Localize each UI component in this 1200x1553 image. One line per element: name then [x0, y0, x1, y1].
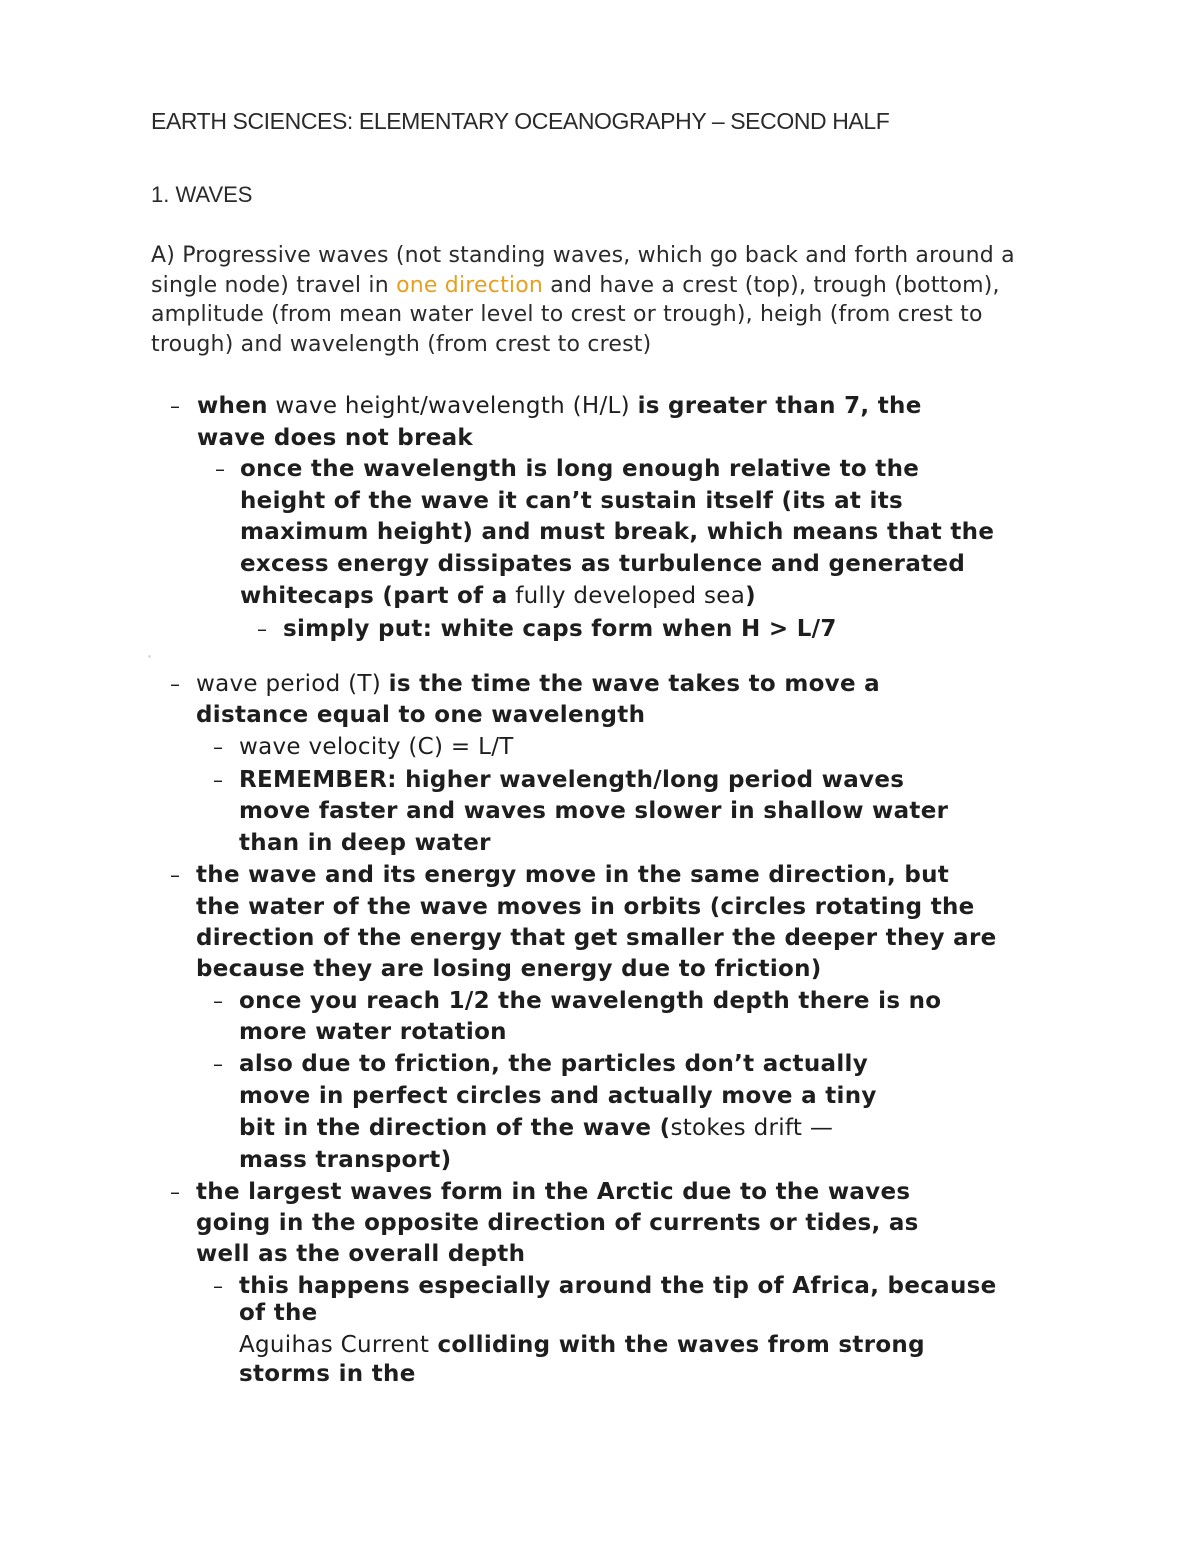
bullet-line: distance equal to one wavelength: [196, 702, 646, 728]
plain-text: Aguihas Current: [239, 1332, 430, 1358]
bullet-line: also due to friction, the particles don’t actually: [239, 1051, 868, 1077]
bullet-line: excess energy dissipates as turbulence and generated: [240, 551, 966, 577]
bullet-line: direction of the energy that get smaller the deeper they are: [196, 925, 997, 951]
bullet-dash: –: [213, 735, 223, 759]
bullet-dash: –: [257, 617, 267, 641]
bullet-line: move in perfect circles and actually move a tiny: [239, 1083, 877, 1109]
bullet-line: more water rotation: [239, 1019, 507, 1045]
intro-paragraph: [151, 241, 1051, 359]
plain-text: wave period (T): [196, 671, 389, 697]
bullet-line: mass transport): [239, 1147, 452, 1173]
plain-text: stokes drift —: [670, 1115, 834, 1141]
bullet-line: [197, 392, 922, 420]
bold-text: colliding with the waves from strong: [429, 1332, 925, 1358]
bullet-dash: –: [213, 768, 223, 792]
bullet-line: once the wavelength is long enough relative to the: [240, 456, 920, 482]
bullet-line: of the: [239, 1300, 318, 1326]
bullet-line: storms in the: [239, 1361, 416, 1387]
bullet-line: [239, 1331, 925, 1359]
page-mark: [148, 655, 151, 658]
bullet-line: once you reach 1/2 the wavelength depth there is no: [239, 988, 942, 1014]
document-title: EARTH SCIENCES: ELEMENTARY OCEANOGRAPHY – SECOND HALF: [151, 108, 890, 134]
bullet-dash: –: [215, 457, 225, 481]
bold-text: bit in the direction of the wave (: [239, 1115, 671, 1141]
bullet-line: [196, 670, 880, 698]
bullet-dash: –: [213, 989, 223, 1013]
intro-text-continued: and have a crest (top), trough (bottom), amplitude (from mean water level to crest or trough), heigh (from crest to trough) and wavelength (from crest to crest): [151, 272, 1000, 357]
bullet-line: move faster and waves move slower in shallow water: [239, 798, 949, 824]
bold-text: is greater than 7, the: [637, 393, 922, 419]
section-heading: 1. WAVES: [151, 182, 253, 207]
bold-text: is the time the wave takes to move a: [388, 671, 881, 697]
bullet-line: than in deep water: [239, 830, 491, 856]
bullet-dash: –: [170, 863, 180, 887]
bullet-line: the largest waves form in the Arctic due to the waves: [196, 1179, 911, 1205]
bullet-line: this happens especially around the tip of Africa, because: [239, 1273, 997, 1299]
bold-text: when: [197, 393, 268, 419]
bullet-line: wave does not break: [197, 425, 474, 451]
bullet-line: simply put: white caps form when H > L/7: [283, 616, 837, 642]
bullet-dash: –: [213, 1052, 223, 1076]
bullet-line: because they are losing energy due to friction): [196, 956, 822, 982]
bullet-line: [240, 582, 756, 610]
bullet-line: wave velocity (C) = L/T: [239, 734, 514, 760]
intro-text: A) Progressive waves (not standing waves, which go back and forth around a single node) travel in: [151, 243, 1015, 298]
bullet-dash: –: [170, 1180, 180, 1204]
bullet-line: the wave and its energy move in the same direction, but: [196, 862, 950, 888]
bullet-line: going in the opposite direction of currents or tides, as: [196, 1210, 919, 1236]
bullet-line: the water of the wave moves in orbits (circles rotating the: [196, 894, 975, 920]
bullet-dash: –: [213, 1274, 223, 1298]
bullet-dash: –: [170, 672, 180, 696]
bullet-dash: –: [170, 394, 180, 418]
bullet-line: [239, 1114, 833, 1142]
bullet-line: height of the wave it can’t sustain itself (its at its: [240, 488, 903, 514]
bullet-line: REMEMBER: higher wavelength/long period waves: [239, 767, 905, 793]
highlighted-phrase: one direction: [396, 272, 544, 298]
bullet-line: well as the overall depth: [196, 1241, 526, 1267]
bold-text: whitecaps (part of a: [240, 583, 508, 609]
plain-text: fully developed sea: [507, 583, 746, 609]
bullet-line: maximum height) and must break, which means that the: [240, 519, 995, 545]
bold-text: ): [745, 583, 756, 609]
plain-text: wave height/wavelength (H/L): [267, 393, 638, 419]
